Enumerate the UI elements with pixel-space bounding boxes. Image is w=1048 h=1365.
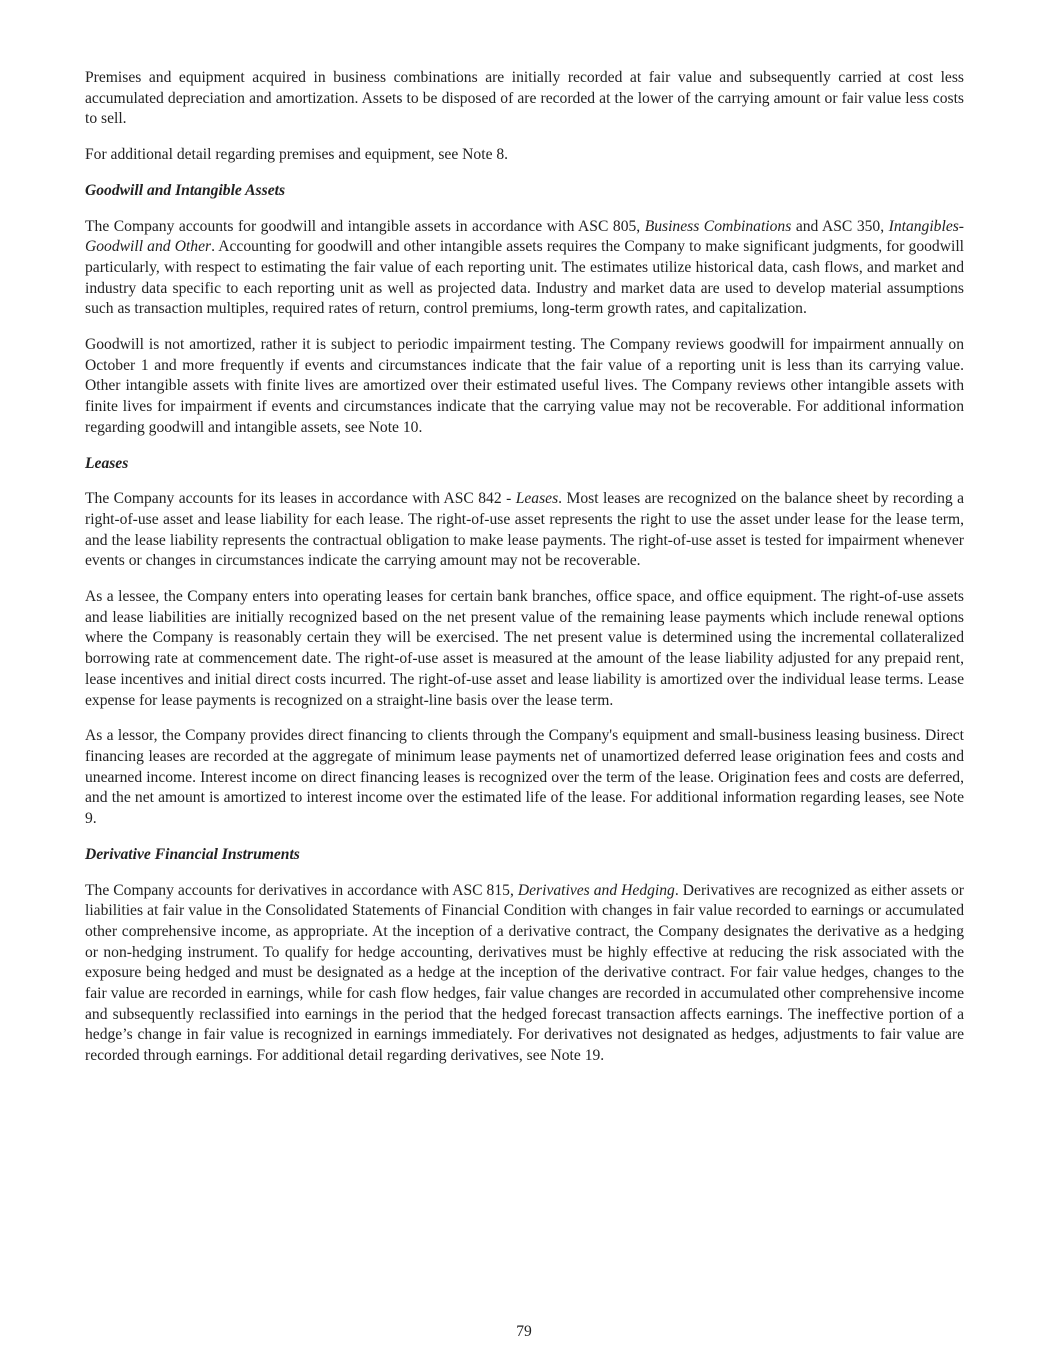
page-number: 79 xyxy=(516,1323,532,1340)
derivatives-p1-emphasis-derivatives-hedging: Derivatives and Hedging xyxy=(517,881,675,899)
goodwill-paragraph-1 xyxy=(85,217,964,321)
goodwill-p1-text-a: The Company accounts for goodwill and intangible assets in accordance with ASC 805, xyxy=(85,217,645,235)
derivatives-heading: Derivative Financial Instruments xyxy=(85,845,300,863)
goodwill-p1-emphasis-intangibles: Intangibles-Goodwill and Other xyxy=(85,217,964,256)
leases-p1-text-b: . Most leases are recognized on the balance sheet by recording a right-of-use asset and lease liability for each lease. The right-of-use asset represents the right to use the asset under lease for the lease term, and the lease liability represents the contractual obligation to make lease payments. The right-of-use asset is tested for impairment whenever events or changes in circumstances indicate the carrying amount may not be recoverable. xyxy=(85,490,965,570)
premises-paragraph-2: For additional detail regarding premises and equipment, see Note 8. xyxy=(85,146,509,164)
derivatives-p1-text-a: The Company accounts for derivatives in accordance with ASC 815, xyxy=(85,881,518,899)
goodwill-paragraph-2: Goodwill is not amortized, rather it is subject to periodic impairment testing. The Company reviews goodwill for impairment annually on October 1 and more frequently if events and circumstances indicate that the fair value of a reporting unit is less than its carrying value. Other intangible assets with finite lives are amortized over their estimated useful lives. The Company reviews other intangible assets with finite lives for impairment if events and circumstances indicate that the carrying value may not be recoverable. For additional information regarding goodwill and intangible assets, see Note 10. xyxy=(85,336,964,436)
leases-p1-text-a: The Company accounts for its leases in accordance with ASC 842 - xyxy=(85,490,516,508)
goodwill-p1-text-c: . Accounting for goodwill and other intangible assets requires the Company to make significant judgments, for goodwill particularly, with respect to estimating the fair value of each reporting unit. The estimates utilize historical data, cash flows, and market and industry data specific to each reporting unit as well as projected data. Industry and market data are used to develop material assumptions such as transaction multiples, required rates of return, control premiums, long-term growth rates, and capitalization. xyxy=(85,238,964,318)
goodwill-p1-emphasis-business-combinations: Business Combinations xyxy=(644,217,792,235)
leases-heading: Leases xyxy=(85,454,129,472)
goodwill-p1-text-b: and ASC 350, xyxy=(791,217,889,235)
derivatives-p1-text-b: . Derivatives are recognized as either assets or liabilities at fair value in the Consolidated Statements of Financial Condition with changes in fair value recorded to earnings or accumulated other comprehensive income, as appropriate. At the inception of a derivative contract, the Company designates the derivative as a hedging or non-hedging instrument. To qualify for hedge accounting, derivatives must be highly effective at reducing the risk associated with the exposure being hedged and must be designated as a hedge at the inception of the derivative contract. For fair value hedges, changes to the fair value are recorded in earnings, while for cash flow hedges, fair value changes are recorded in accumulated other comprehensive income and subsequently reclassified into earnings in the period that the hedged forecast transaction affects earnings. The ineffective portion of a hedge’s change in fair value is recognized in earnings immediately. For derivatives not designated as hedges, adjustments to fair value are recorded through earnings. For additional detail regarding derivatives, see Note 19. xyxy=(85,881,964,1065)
leases-paragraph-3: As a lessor, the Company provides direct financing to clients through the Company's equipment and small-business leasing business. Direct financing leases are recorded at the aggregate of minimum lease payments net of unamortized deferred lease origination fees and costs and unearned income. Interest income on direct financing leases is recognized over the term of the lease. Origination fees and costs are deferred, and the net amount is amortized to interest income over the estimated life of the lease. For additional information regarding leases, see Note 9. xyxy=(85,727,964,828)
derivatives-paragraph-1 xyxy=(85,881,964,1067)
leases-p1-emphasis-leases: Leases xyxy=(515,490,559,508)
leases-paragraph-1 xyxy=(85,489,964,572)
goodwill-heading: Goodwill and Intangible Assets xyxy=(85,181,286,199)
leases-paragraph-2: As a lessee, the Company enters into operating leases for certain bank branches, office space, and office equipment. The right-of-use assets and lease liabilities are initially recognized based on the net present value of the remaining lease payments which include renewal options where the Company is reasonably certain they will be exercised. The net present value is determined using the incremental collateralized borrowing rate at commencement date. The right-of-use asset is measured at the amount of the lease liability adjusted for any prepaid rent, lease incentives and initial direct costs incurred. The right-of-use asset and lease liability is amortized over the individual lease terms. Lease expense for lease payments is recognized on a straight-line basis over the lease term. xyxy=(85,588,964,709)
premises-paragraph-1: Premises and equipment acquired in business combinations are initially recorded at fair value and subsequently carried at cost less accumulated depreciation and amortization. Assets to be disposed of are recorded at the lower of the carrying amount or fair value less costs to sell. xyxy=(85,69,964,128)
document-page xyxy=(85,68,964,1082)
